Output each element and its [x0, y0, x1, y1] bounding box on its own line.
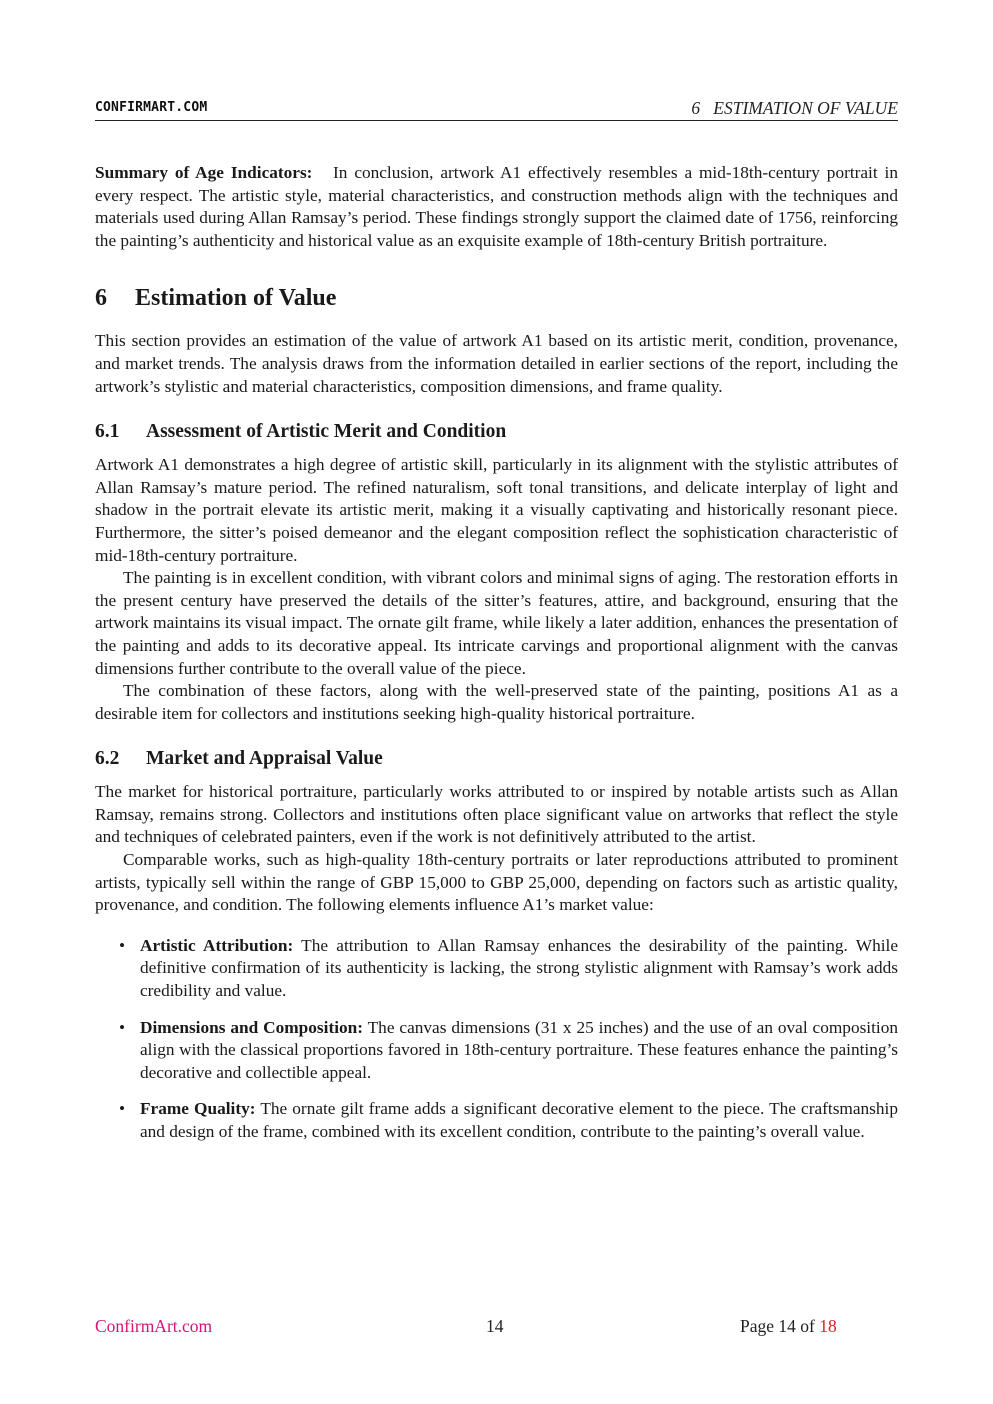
- list-item: [95, 1017, 898, 1085]
- section-title: Estimation of Value: [135, 285, 337, 312]
- list-item-text: The ornate gilt frame adds a significant decorative element to the piece. The craftsmanship and design of the frame, combined with its excellent condition, contribute to the painting’s overall value.: [140, 1099, 898, 1141]
- subsection-heading: [95, 747, 898, 771]
- subsection-number: 6.2: [95, 748, 120, 770]
- paragraph: The market for historical portraiture, particularly works attributed to or inspired by notable artists such as Allan Ramsay, remains strong. Collectors and institutions often place significant value on artworks that reflect the style and techniques of celebrated painters, even if the work is not definitively attributed to the artist.: [95, 782, 898, 847]
- section-number: 6: [95, 285, 107, 312]
- running-head: [691, 98, 898, 119]
- list-item: [95, 1098, 898, 1143]
- bullet-icon: •: [119, 1017, 126, 1037]
- subsection-title: Assessment of Artistic Merit and Condition: [146, 421, 507, 443]
- header-logo: CONFIRMART.COM: [95, 100, 208, 115]
- section-heading: [95, 283, 898, 313]
- subsection-number: 6.1: [95, 421, 120, 443]
- paragraph: Artwork A1 demonstrates a high degree of artistic skill, particularly in its alignment with the stylistic attributes of Allan Ramsay’s mature period. The refined naturalism, soft tonal transitions, and delicate interplay of light and shadow in the portrait elevate its artistic merit, making it a visually captivating and historically resonant piece. Furthermore, the sitter’s poised demeanor and the elegant composition reflect the sophistication characteristic of mid-18th-century portraiture.: [95, 455, 898, 565]
- subsection-heading: [95, 420, 898, 444]
- paragraph: The combination of these factors, along with the well-preserved state of the painting, positions A1 as a desirable item for collectors and institutions seeking high-quality historical portraiture.: [95, 681, 898, 723]
- bullet-list: [95, 935, 898, 1144]
- section-intro: This section provides an estimation of the value of artwork A1 based on its artistic merit, condition, provenance, and market trends. The analysis draws from the information detailed in earlier sections of the report, including the artwork’s stylistic and material characteristics, composition dimensions, and frame quality.: [95, 331, 898, 396]
- footer-page-number: 14: [486, 1316, 504, 1336]
- summary-runin-heading: Summary of Age Indicators:: [95, 163, 313, 182]
- footer-site-link[interactable]: ConfirmArt.com: [95, 1316, 213, 1336]
- page-header: [95, 98, 898, 121]
- paragraph: The painting is in excellent condition, with vibrant colors and minimal signs of aging. The restoration efforts in the present century have preserved the details of the sitter’s features, attire, and background, ensuring that the artwork maintains its visual impact. The ornate gilt frame, while likely a later addition, enhances the presentation of the painting and adds to its decorative appeal. Its intricate carvings and proportional alignment with the canvas dimensions further contribute to the overall value of the piece.: [95, 568, 898, 678]
- paragraph: Comparable works, such as high-quality 18th-century portraits or later reproductions attributed to prominent artists, typically sell within the range of GBP 15,000 to GBP 25,000, depending on factors such as artistic quality, provenance, and condition. The following elements influence A1’s market value:: [95, 850, 898, 915]
- summary-paragraph: [95, 162, 898, 252]
- footer-total-pages-link[interactable]: 18: [819, 1316, 837, 1336]
- subsection-title: Market and Appraisal Value: [146, 748, 383, 770]
- page-footer: [95, 1316, 898, 1340]
- list-item-label: Dimensions and Composition:: [140, 1017, 364, 1037]
- list-item-label: Frame Quality:: [140, 1099, 256, 1119]
- running-head-number: 6: [691, 98, 701, 118]
- list-item-text: The canvas dimensions (31 x 25 inches) and the use of an oval composition align with the classical proportions favored in 18th-century portraiture. These features enhance the painting’s decorative and collectible appeal.: [140, 1017, 898, 1082]
- running-head-title: ESTIMATION OF VALUE: [713, 98, 898, 118]
- list-item: [95, 935, 898, 1003]
- footer-page-info: [740, 1316, 837, 1337]
- footer-page-label: Page 14 of: [740, 1316, 815, 1336]
- list-item-text: The attribution to Allan Ramsay enhances the desirability of the painting. While definitive confirmation of its authenticity is lacking, the strong stylistic alignment with Ramsay’s work adds credibility and value.: [140, 935, 898, 1001]
- summary-text: In conclusion, artwork A1 effectively resembles a mid-18th-century portrait in every respect. The artistic style, material characteristics, and construction methods align with the techniques and materials used during Allan Ramsay’s period. These findings strongly support the claimed date of 1756, reinforcing the painting’s authenticity and historical value as an exquisite example of 18th-century British portraiture.: [95, 163, 898, 250]
- bullet-icon: •: [119, 1099, 126, 1119]
- list-item-label: Artistic Attribution:: [140, 935, 294, 955]
- bullet-icon: •: [119, 935, 126, 955]
- page-content: [95, 162, 898, 1158]
